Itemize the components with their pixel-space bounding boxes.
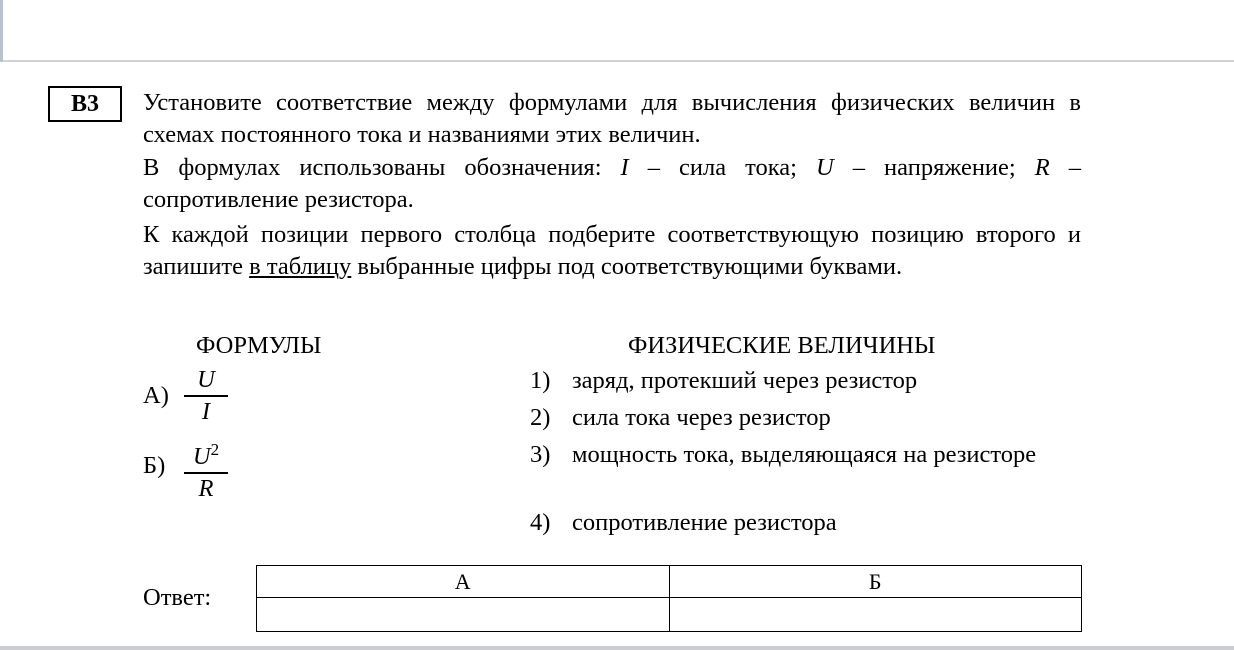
task-instruction-1: Установите соответствие между формулами для вычисления физических величин в схемах постоянного тока и названиями этих величин. bbox=[143, 89, 1081, 148]
instruction-end: выбранные цифры под соответствующими буквами. bbox=[351, 253, 903, 280]
formula-a-fraction bbox=[184, 366, 228, 426]
answer-column-a-header: А bbox=[257, 566, 670, 598]
task-number-badge: B3 bbox=[48, 86, 122, 122]
formula-b-denominator: R bbox=[198, 474, 214, 502]
notation-current-text: – сила тока; bbox=[628, 154, 817, 181]
symbol-voltage: U bbox=[816, 154, 834, 181]
answer-cell-b[interactable] bbox=[669, 598, 1082, 632]
quantity-option-number: 1) bbox=[530, 367, 551, 394]
task-instruction-2 bbox=[143, 152, 1081, 216]
top-margin bbox=[0, 0, 1234, 62]
formula-b-label: Б) bbox=[143, 452, 166, 479]
formula-a-denominator: I bbox=[201, 397, 211, 425]
symbol-resistance: R bbox=[1034, 154, 1050, 181]
formula-b-numerator-base: U bbox=[192, 443, 211, 470]
symbol-current: I bbox=[620, 154, 629, 181]
quantity-option-number: 4) bbox=[530, 509, 551, 536]
quantity-option-number: 2) bbox=[530, 404, 551, 431]
quantity-option-text: сопротивление резистора bbox=[572, 509, 837, 536]
formula-b-fraction bbox=[184, 436, 228, 503]
formula-a-label: А) bbox=[143, 382, 169, 409]
left-edge-mark bbox=[0, 0, 3, 62]
formula-a-numerator: U bbox=[197, 366, 215, 393]
task-instruction-3 bbox=[143, 219, 1081, 283]
quantities-heading: ФИЗИЧЕСКИЕ ВЕЛИЧИНЫ bbox=[628, 332, 936, 359]
answer-label: Ответ: bbox=[143, 584, 212, 611]
answer-cell-a[interactable] bbox=[257, 598, 670, 632]
notation-resistance-text: – сопротивление резистора. bbox=[143, 154, 1081, 213]
fraction-bar bbox=[184, 395, 228, 397]
quantity-option-text: заряд, протекший через резистор bbox=[572, 367, 918, 394]
quantity-option-3 bbox=[530, 439, 1082, 471]
answer-table-link[interactable]: в таблицу bbox=[249, 253, 352, 280]
quantity-option-number: 3) bbox=[530, 441, 551, 468]
formula-b-numerator bbox=[184, 436, 228, 471]
quantity-option-4 bbox=[530, 507, 1082, 539]
formula-b-exponent: 2 bbox=[210, 440, 220, 459]
quantity-option-1 bbox=[530, 365, 1082, 397]
formulas-heading: ФОРМУЛЫ bbox=[196, 332, 322, 359]
fraction-bar bbox=[184, 472, 228, 474]
quantity-option-text: мощность тока, выделяющаяся на резисторе bbox=[572, 441, 1037, 468]
quantity-option-2 bbox=[530, 402, 1082, 434]
quantity-option-text: сила тока через резистор bbox=[572, 404, 831, 431]
header-divider bbox=[0, 60, 1234, 62]
instruction-start: К каждой позиции первого столбца подберите соответствующую позицию второго и запишите bbox=[143, 221, 1081, 280]
bottom-divider bbox=[0, 646, 1234, 650]
answer-table bbox=[256, 565, 1082, 632]
notation-intro: В формулах использованы обозначения: bbox=[143, 154, 621, 181]
answer-column-b-header: Б bbox=[669, 566, 1082, 598]
notation-voltage-text: – напряжение; bbox=[833, 154, 1035, 181]
